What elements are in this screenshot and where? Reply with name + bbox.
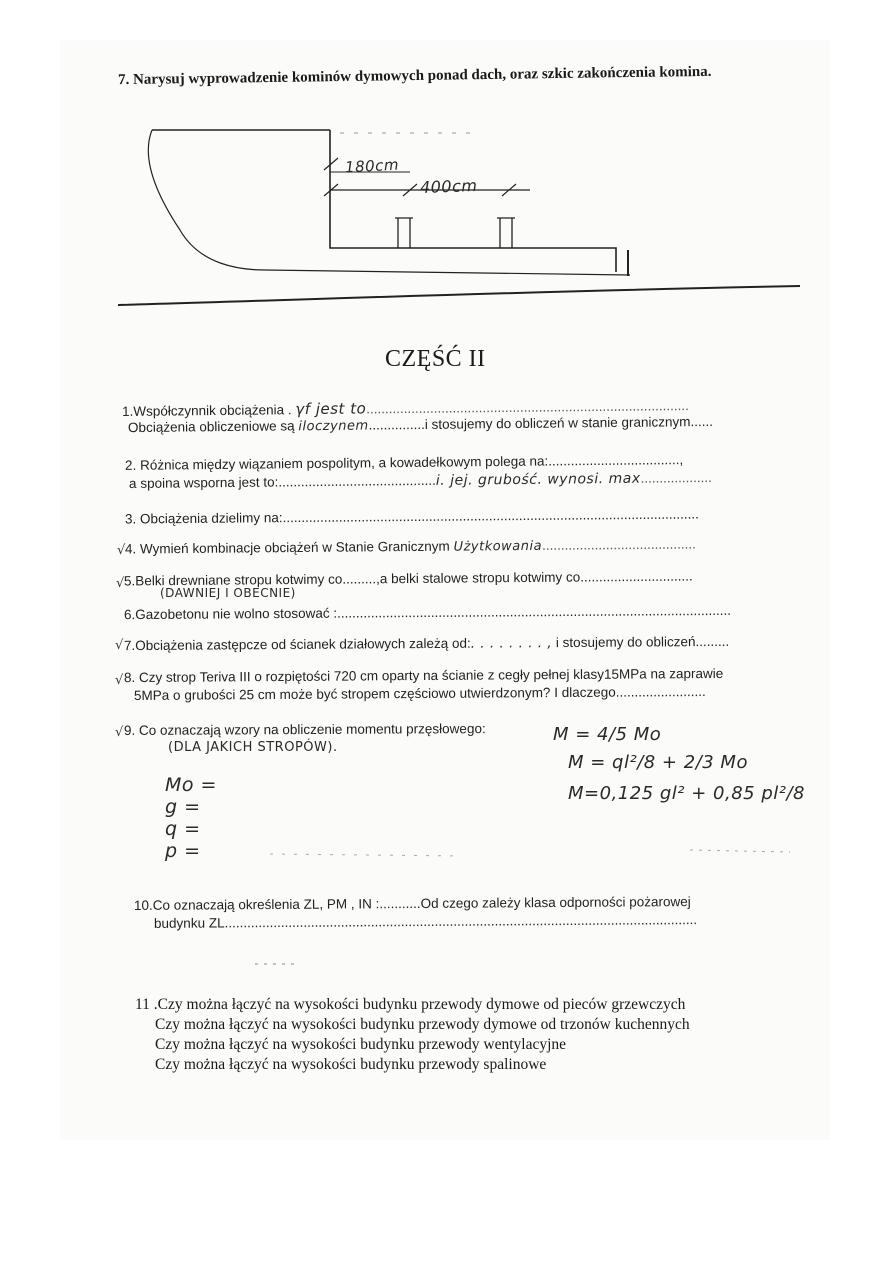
q11-line-1: 11 .Czy można łączyć na wysokości budynku przewody dymowe od pieców grzewczych [135,996,686,1013]
sketch-chimneys [395,218,515,248]
question-11 [135,995,690,1075]
q2-answer: i. jej. grubość. wynosi. max [435,470,641,489]
question-4: 4. Wymień kombinacje obciążeń w Stanie Granicznym Użytkowania......................................... [124,536,696,557]
question-2: 2. Różnica między wiązaniem pospolitym, a kowadełkowym polega na:..................................., [124,452,684,473]
question-6: 6.Gazobetonu nie wolno stosować :......................................................................................................... [123,602,732,623]
dimension-180cm: 180cm [344,155,400,177]
sketch-wall-outline [152,130,616,272]
question-10-line2: budynku ZL.............................................................................................................................. [153,912,698,931]
question-3: 3. Obciążenia dzielimy na:............................................................................................................... [124,506,699,527]
check-mark-5: √ [116,576,125,591]
q4-answer: Użytkowania [453,538,543,555]
q11-line-4: Czy można łączyć na wysokości budynku przewody spalinowe [155,1056,547,1073]
q11-line-3: Czy można łączyć na wysokości budynku przewody wentylacyjne [155,1036,567,1053]
question-7b: 7.Obciążenia zastępcze od ścianek działowych zależą od:. . . . . . . . , i stosujemy do obliczeń......... [123,633,730,654]
question-8: 8. Czy strop Teriva III o rozpiętości 720 cm oparty na ścianie z cegły pełnej klasy15MPa na zaprawie [123,665,724,686]
var-g: g = [165,796,201,818]
formula-2: M = ql²/8 + 2/3 Mo [568,752,748,773]
check-mark-8: √ [115,673,124,688]
question-2-line2: a spoina wsporna jest to:..........................................i. jej. grubość. wynosi. max................... [128,469,712,492]
question-5: 5.Belki drewniane stropu kotwimy co.........,a belki stalowe stropu kotwimy co.............................. [123,568,693,589]
var-mo: Mo = [165,774,217,796]
q1-answer: γf jest to [295,399,367,419]
q9-answer: (DLA JAKICH STROPÓW). [168,740,338,755]
q11-line-2: Czy można łączyć na wysokości budynku przewody dymowe od trzonów kuchennych [155,1016,690,1033]
check-mark-7: √ [115,638,124,653]
question-10: 10.Co oznaczają określenia ZL, PM , IN :...........Od czego zależy klasa odporności pożarowej [133,894,691,913]
section-title: CZĘŚĆ II [385,346,486,372]
sketch-terrain-curve [148,130,630,275]
question-7-title: 7. Narysuj wyprowadzenie kominów dymowych ponad dach, oraz szkic zakończenia komina. [117,63,712,89]
q1-answer-2: iloczynem [298,418,369,435]
formula-1: M = 4/5 Mo [553,724,662,745]
question-8-line2: 5MPa o grubości 25 cm może być stropem częściowo utwierdzonym? I dlaczego........................ [133,684,706,703]
q5-answer: (DAWNIEJ I OBECNIE) [160,586,296,600]
question-1: 1.Współczynnik obciążenia . γf jest to...................................................................................... [121,398,689,419]
scan-noise [0,820,893,880]
q7b-answer: . . . . . . . . , [470,635,553,652]
var-q: q = [165,818,201,840]
question-1-line2: Obciążenia obliczeniowe są iloczynem...............i stosujemy do obliczeń w stanie granicznym...... [127,413,714,436]
formula-3: M=0,125 gl² + 0,85 pl²/8 [568,783,805,804]
var-p: p = [165,840,201,862]
check-mark-4: √ [117,543,126,558]
dimension-400cm: 400cm [419,176,478,197]
section-divider-line [118,286,800,305]
question-9: 9. Co oznaczają wzory na obliczenie momentu przęsłowego: [123,721,486,738]
check-mark-9: √ [115,725,124,740]
